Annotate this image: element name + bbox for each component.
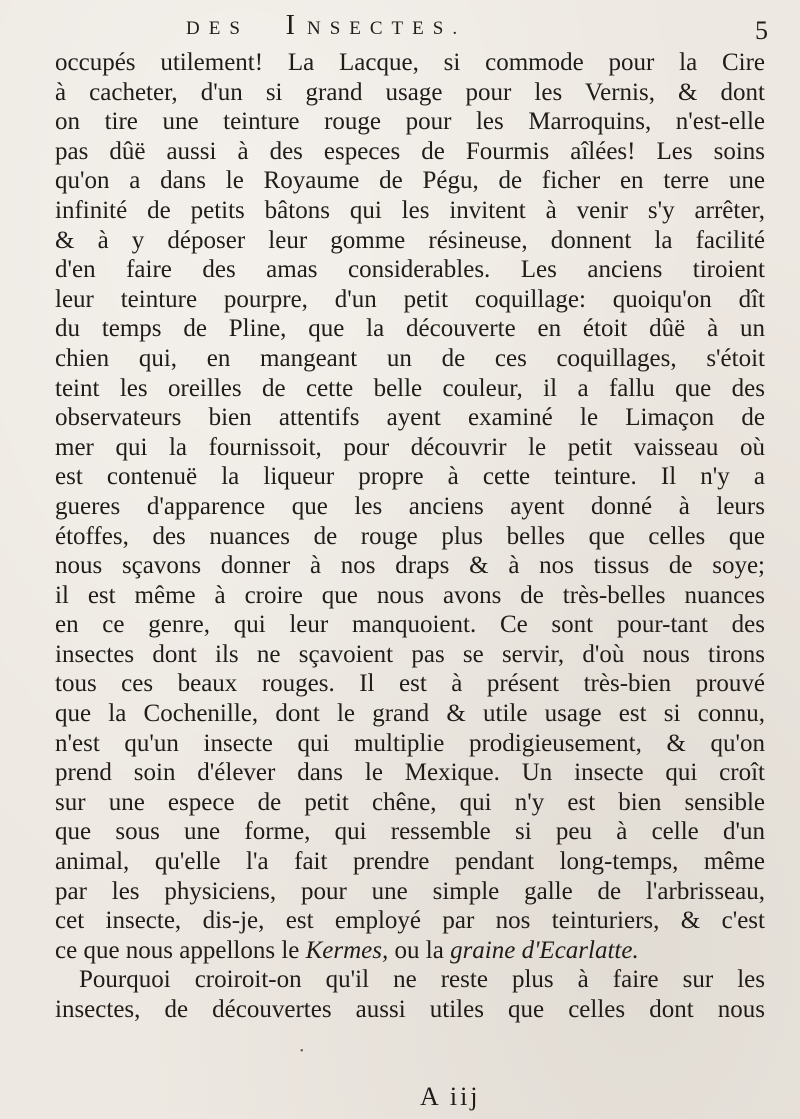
text-line: chien qui, en mangeant un de ces coquillages, s'étoit [55,344,765,372]
text-line: du temps de Pline, que la découverte en étoit dûë à un [55,315,765,343]
text-line: pas dûë aussi à des especes de Fourmis aîlées! Les soins [55,137,765,165]
text-line: prend soin d'élever dans le Mexique. Un insecte qui croît [55,759,765,787]
header-title-initial: I [285,10,307,41]
text-line: insectes dont ils ne sçavoient pas se servir, d'où nous tirons [55,640,765,668]
text-line: animal, qu'elle l'a fait prendre pendant long-temps, même [55,848,765,876]
header-word-des: DES [186,18,249,39]
text-line-paragraph-start: Pourquoi croiroit-on qu'il ne reste plus à faire sur les [79,966,765,994]
text-line: nous sçavons donner à nos draps & à nos tissus de soye; [55,552,765,580]
page-number: 5 [755,16,768,45]
text-line: tous ces beaux rouges. Il est à présent très-bien prouvé [55,670,765,698]
text-line: qu'on a dans le Royaume de Pégu, de ficher en terre une [55,167,765,195]
text-line: sur une espece de petit chêne, qui n'y est bien sensible [55,788,765,816]
body-text [55,48,765,1025]
italic-kermes: Kermes, [305,936,389,964]
text-line: on tire une teinture rouge pour les Marroquins, n'est-elle [55,108,765,136]
text-line: par les physiciens, pour une simple galle de l'arbrisseau, [55,877,765,905]
text-line-kermes [55,936,765,966]
text-line: est contenuë la liqueur propre à cette teinture. Il n'y a [55,463,765,491]
text-line: teint les oreilles de cette belle couleur, il a fallu que des [55,374,765,402]
header-title-rest: NSECTES. [306,18,467,39]
text-line: insectes, de découvertes aussi utiles que celles dont nous [55,996,765,1023]
text-line: gueres d'apparence que les anciens ayent donné à leurs [55,492,765,520]
text-segment: ce que nous appellons le [55,936,306,964]
text-segment: ou la [388,936,451,964]
text-line: que la Cochenille, dont le grand & utile usage est si connu, [55,700,765,728]
text-line: n'est qu'un insecte qui multiplie prodigieusement, & qu'on [55,729,765,757]
text-line: leur teinture pourpre, d'un petit coquillage: quoiqu'on dît [55,285,765,313]
text-line: étoffes, des nuances de rouge plus belles que celles que [55,522,765,550]
printer-mark: • [300,1046,304,1057]
text-line: occupés utilement! La Lacque, si commode pour la Cire [55,49,765,76]
running-header [186,10,656,46]
text-line: cet insecte, dis-je, est employé par nos teinturiers, & c'est [55,907,765,935]
italic-graine-ecarlatte: graine d'Ecarlatte. [450,936,639,964]
text-line: & à y déposer leur gomme résineuse, donnent la facilité [55,226,765,254]
text-line: il est même à croire que nous avons de très-belles nuances [55,581,765,609]
text-line: que sous une forme, qui ressemble si peu à celle d'un [55,818,765,846]
text-line: infinité de petits bâtons qui les invitent à venir s'y arrêter, [55,196,765,224]
text-line: à cacheter, d'un si grand usage pour les Vernis, & dont [55,78,765,106]
text-line: en ce genre, qui leur manquoient. Ce sont pour-tant des [55,611,765,639]
text-line: observateurs bien attentifs ayent examiné le Limaçon de [55,404,765,432]
text-line: d'en faire des amas considerables. Les anciens tiroient [55,256,765,284]
signature-mark: A iij [420,1082,481,1111]
text-line: mer qui la fournissoit, pour découvrir le petit vaisseau où [55,433,765,461]
